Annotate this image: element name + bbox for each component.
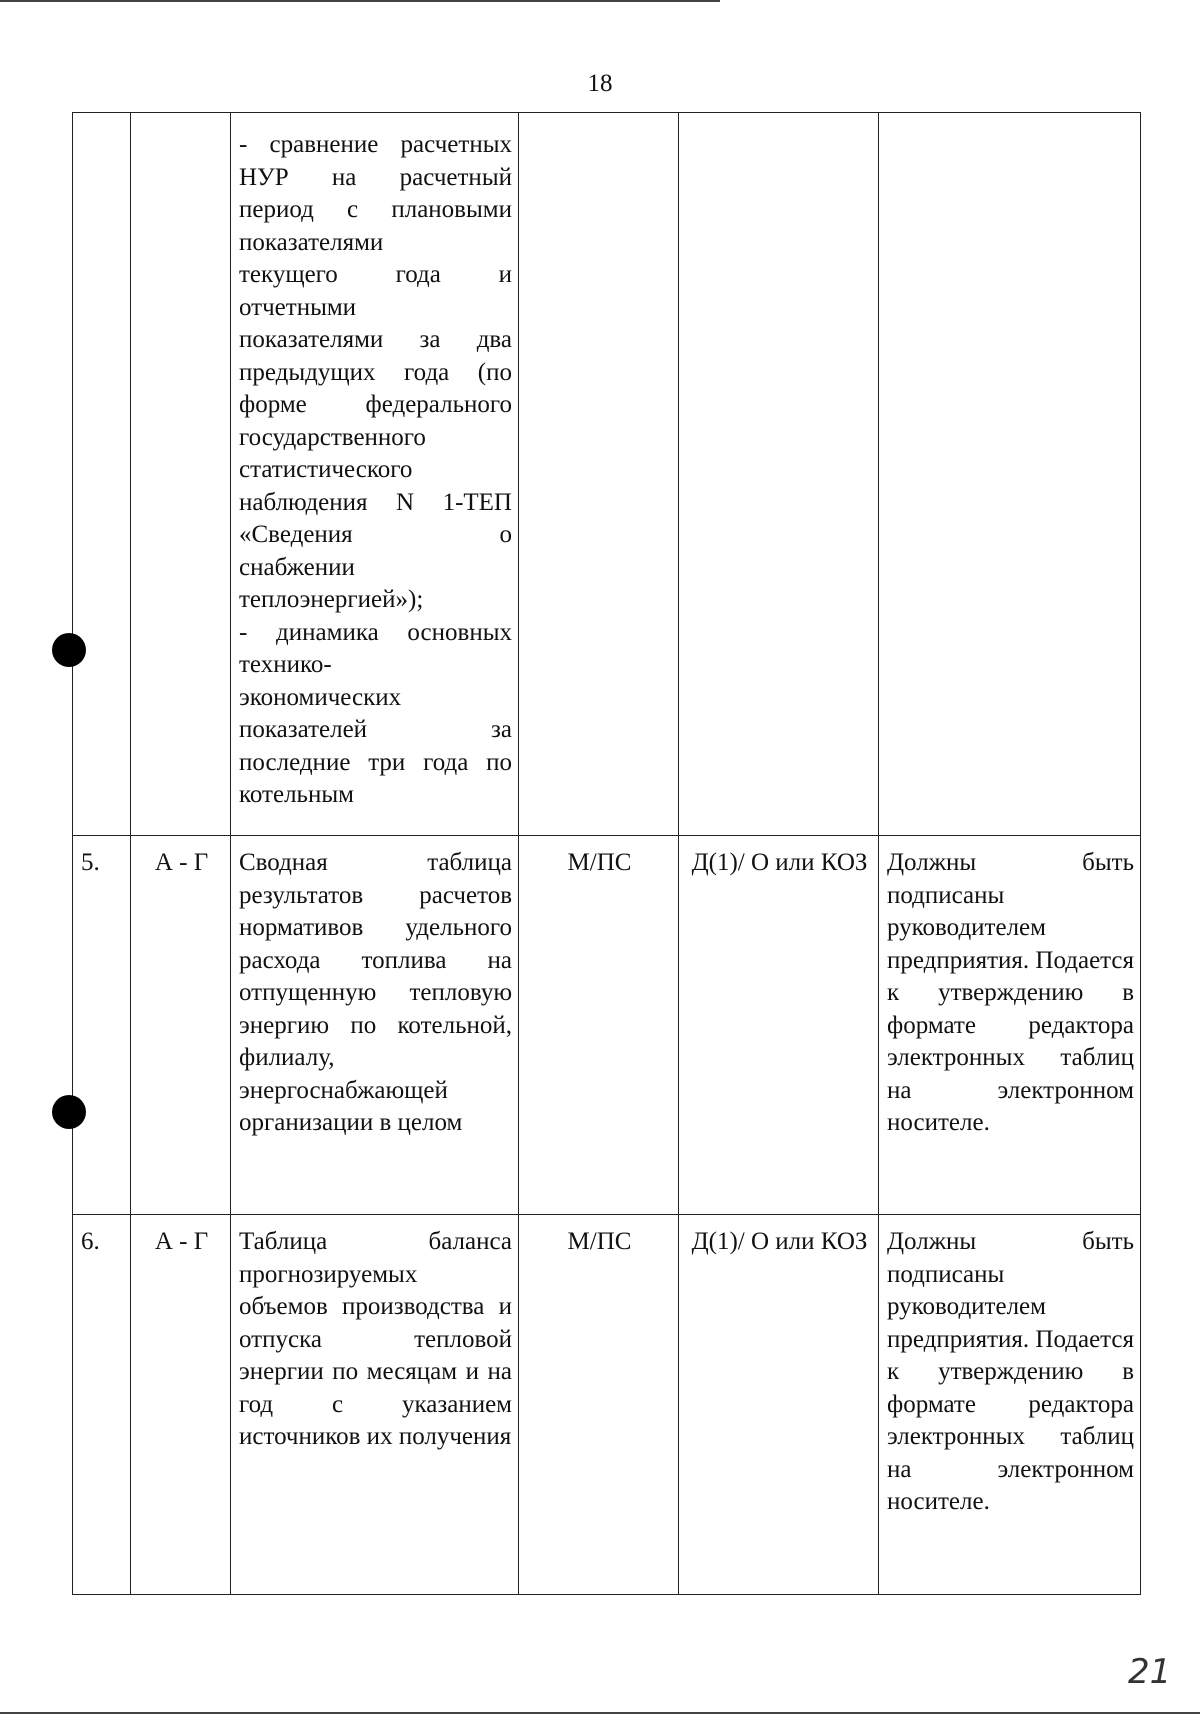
cell-note: Должны быть подписаны руководителем предприятия. Подается к утверждению в формате редактора электронных таблиц на электронном носителе. [879, 836, 1141, 1215]
scan-top-edge [0, 0, 720, 2]
description-line: последние три года по [239, 748, 512, 776]
scan-bottom-edge [0, 1712, 1200, 1714]
cell-category: А - Г [131, 1215, 231, 1595]
table-row-continuation [73, 113, 1141, 836]
description-line: текущего года и [239, 261, 512, 288]
description-line: - сравнение расчетных [239, 131, 512, 158]
cell-form: М/ПС [519, 1215, 679, 1595]
description-line: предыдущих года (по [239, 358, 512, 386]
cell-note [879, 113, 1141, 836]
cell-note: Должны быть подписаны руководителем предприятия. Подается к утверждению в формате редактора электронных таблиц на электронном носителе. [879, 1215, 1141, 1595]
cell-description: Сводная таблица результатов расчетов нормативов удельного расхода топлива на отпущенную тепловую энергию по котельной, филиалу, энергоснабжающей организации в целом [231, 836, 519, 1215]
description-line: наблюдения N 1-ТЕП [239, 488, 512, 516]
binder-hole-mark [52, 633, 86, 667]
description-line: котельным [239, 781, 354, 808]
cell-category: А - Г [131, 836, 231, 1215]
cell-description: Таблица баланса прогнозируемых объемов производства и отпуска тепловой энергии по месяцам и на год с указанием источников их получения [231, 1215, 519, 1595]
description-line: государственного [239, 423, 426, 451]
description-line: «Сведения о [239, 521, 512, 548]
page-number: 18 [587, 70, 613, 97]
description-line: технико- [239, 651, 332, 678]
requirements-table [72, 112, 1141, 1595]
description-line: НУР на расчетный [239, 163, 512, 191]
cell-number [73, 113, 131, 836]
handwritten-page-note: 21 [1128, 1652, 1172, 1692]
description-line: показателями за два [239, 326, 512, 353]
table-row [73, 836, 1141, 1215]
description-line: форме федерального [239, 391, 512, 418]
cell-number: 5. [73, 836, 131, 1215]
cell-form [519, 113, 679, 836]
cell-category [131, 113, 231, 836]
cell-description [231, 113, 519, 836]
description-line: показателей за [239, 716, 512, 743]
description-line: снабжении [239, 553, 355, 581]
binder-hole-mark [52, 1095, 86, 1129]
cell-form: М/ПС [519, 836, 679, 1215]
description-line: показателями [239, 228, 384, 256]
table-row [73, 1215, 1141, 1595]
description-line: статистического [239, 456, 413, 483]
description-line: период с плановыми [239, 196, 512, 223]
cell-submission: Д(1)/ О или КОЗ [679, 836, 879, 1215]
cell-number: 6. [73, 1215, 131, 1595]
description-line: экономических [239, 683, 402, 711]
cell-submission: Д(1)/ О или КОЗ [679, 1215, 879, 1595]
description-line: теплоэнергией»); [239, 586, 424, 613]
description-line: отчетными [239, 293, 357, 321]
cell-submission [679, 113, 879, 836]
description-line: - динамика основных [239, 618, 512, 646]
